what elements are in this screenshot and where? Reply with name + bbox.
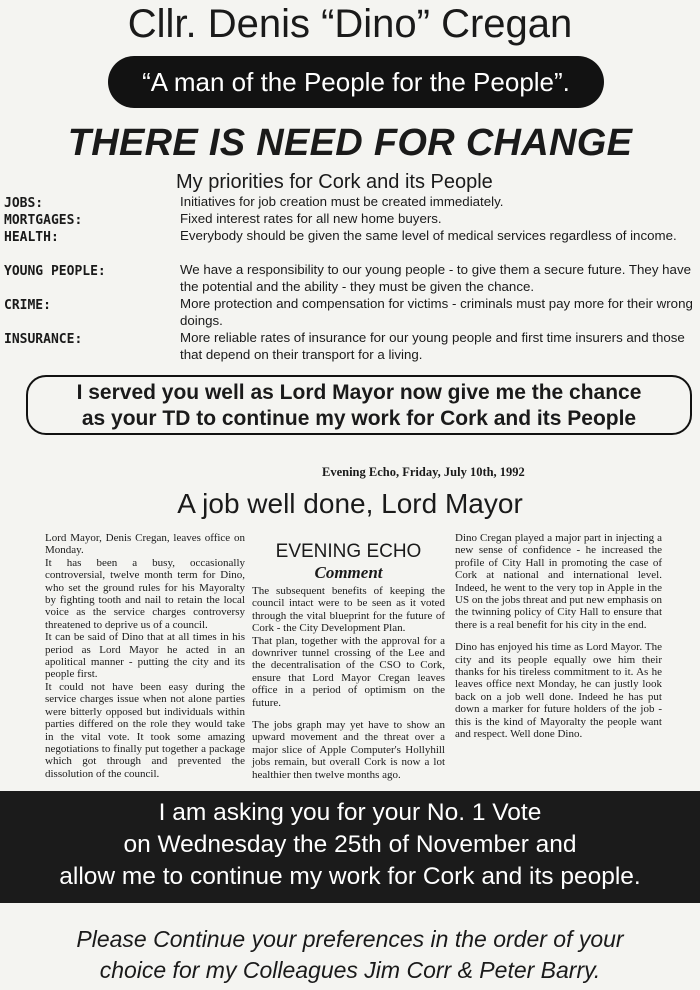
vote-line-1: I am asking you for your No. 1 Vote	[158, 799, 542, 826]
priority-label: INSURANCE:	[4, 332, 83, 347]
priority-label: CRIME:	[4, 298, 51, 313]
clipping-paragraph: Lord Mayor, Denis Cregan, leaves office on Monday.	[45, 532, 245, 557]
vote-appeal-banner	[0, 791, 700, 903]
vote-line-3: allow me to continue my work for Cork and its people.	[59, 863, 641, 890]
priority-text: Fixed interest rates for all new home buyers.	[180, 211, 442, 226]
clipping-paragraph: It can be said of Dino that at all times in his period as Lord Mayor he acted in an apolitical manner - putting the city and its people first.	[45, 631, 245, 681]
served-line-1: I served you well as Lord Mayor now give me the chance	[76, 381, 642, 404]
clipping-paragraph: The jobs graph may yet have to show an upward movement and the threat over a major slice of Apple Computer's Hollyhill jobs remain, but overall Cork is now a lot healthier then twelve months ago.	[252, 719, 445, 781]
candidate-name: Cllr. Denis “Dino” Cregan	[127, 2, 573, 46]
priority-text: Everybody should be given the same level of medical services regardless of income.	[180, 228, 677, 243]
clipping-paragraph: It has been a busy, occasionally controversial, twelve month term for Dino, who set the ground rules for his Mayoralty by fighting tooth and nail to retain the local voice as the service charges controversy threatened to deprive us of a council.	[45, 556, 245, 631]
headline: THERE IS NEED FOR CHANGE	[67, 122, 633, 164]
priority-text: More protection and compensation for victims - criminals must pay more for their wrong doings.	[180, 296, 693, 328]
clipping-title: A job well done, Lord Mayor	[177, 488, 523, 519]
preferences-appeal	[0, 924, 700, 986]
preferences-line-1: Please Continue your preferences in the order of your	[76, 926, 624, 952]
slogan-banner: “A man of the People for the People”.	[108, 56, 604, 108]
priority-text: More reliable rates of insurance for our young people and first time insurers and those that depend on their transport for a living.	[180, 330, 685, 362]
clipping-column-3	[455, 532, 662, 741]
priority-label: YOUNG PEOPLE:	[4, 264, 106, 279]
priority-label: HEALTH:	[4, 230, 59, 245]
clipping-column-2	[252, 585, 445, 781]
served-line-2: as your TD to continue my work for Cork and its People	[81, 407, 637, 430]
clipping-paragraph: Dino Cregan played a major part in injecting a new sense of confidence - he increased the profile of City Hall in promoting the case of Cork at national and international level. Indeed, he went to the very top in Apple in the US on the jobs threat and put new emphasis on the twinning policy of City Hall to ensure that there is a real benefit for his city in the end.	[455, 532, 662, 631]
clipping-paragraph: It could not have been easy during the service charges issue when not alone parties were bitterly opposed but individuals within parties differed on the role they would take in the vital vote. It took some amazing negotiations to finally put together a package which got through and prevented the dissolution of the council.	[45, 680, 245, 780]
paper-name: EVENING ECHO	[275, 541, 422, 562]
clipping-column-1	[45, 532, 245, 780]
vote-line-2: on Wednesday the 25th of November and	[123, 831, 577, 858]
priority-label: JOBS:	[4, 196, 44, 211]
clipping-paragraph: That plan, together with the approval for a downriver tunnel crossing of the Lee and the decentralisation of the CSO to Cork, ensure that Lord Mayor Cregan leaves office in a period of optimism on the future.	[252, 634, 445, 709]
priority-text: We have a responsibility to our young people - to give them a secure future. They have the potential and the ability - they must be given the chance.	[180, 262, 691, 294]
priorities-heading: My priorities for Cork and its People	[176, 171, 493, 193]
served-box	[26, 375, 692, 435]
clipping-dateline: Evening Echo, Friday, July 10th, 1992	[322, 465, 525, 479]
clipping-paragraph: Dino has enjoyed his time as Lord Mayor. The city and its people equally owe him their thanks for his tireless commitment to it. As he leaves office next Monday, he can justly look back on a job well done. Indeed he has put down a marker for future holders of the job - this is the kind of Mayoralty the people want and respect. Well done Dino.	[455, 641, 662, 741]
preferences-line-2: choice for my Colleagues Jim Corr & Peter Barry.	[99, 957, 601, 983]
paper-section: Comment	[314, 563, 383, 582]
priority-label: MORTGAGES:	[4, 213, 83, 228]
priority-text: Initiatives for job creation must be created immediately.	[180, 194, 504, 209]
clipping-paragraph: The subsequent benefits of keeping the council intact were to be seen as it voted through the vital blueprint for the future of Cork - the City Development Plan.	[252, 585, 445, 635]
